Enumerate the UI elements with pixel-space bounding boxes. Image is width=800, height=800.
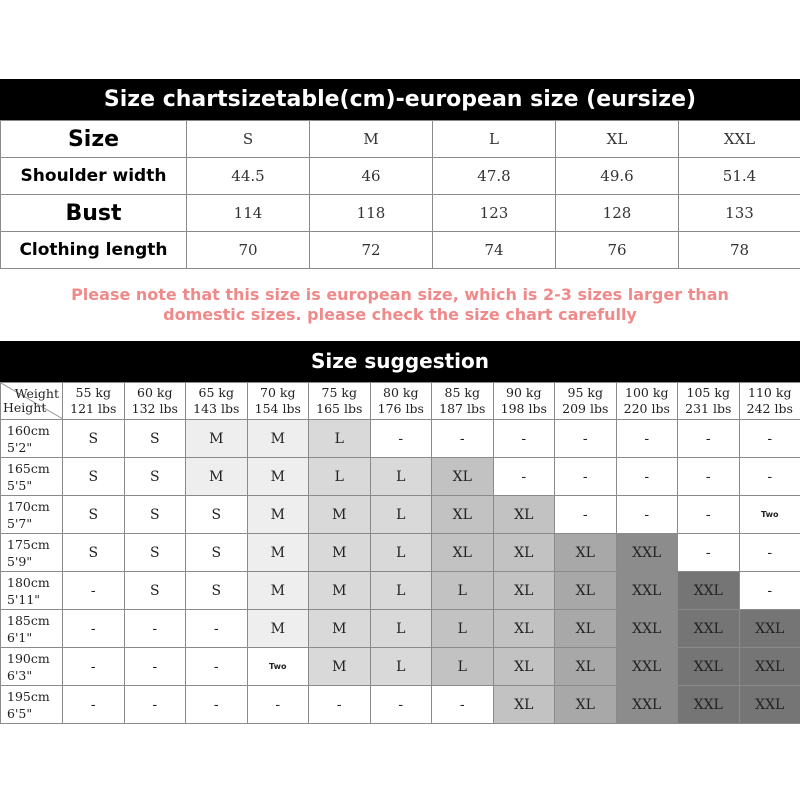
weight-lbs: 154 lbs <box>254 401 301 416</box>
size-cell: - <box>247 686 309 724</box>
height-ft: 5'9" <box>7 553 33 569</box>
size-cell: - <box>493 420 555 458</box>
size-cell: XL <box>432 534 494 572</box>
size-cell: - <box>63 648 125 686</box>
weight-header <box>678 383 740 420</box>
size-header-l: L <box>433 121 556 158</box>
table-cell: 51.4 <box>679 158 800 195</box>
size-header-label: Size <box>1 121 187 158</box>
size-cell: - <box>616 496 678 534</box>
size-cell: XL <box>493 610 555 648</box>
weight-lbs: 132 lbs <box>131 401 178 416</box>
size-cell: XXL <box>739 648 800 686</box>
size-cell: XL <box>493 686 555 724</box>
size-cell: - <box>678 496 740 534</box>
size-cell: - <box>616 420 678 458</box>
size-cell: S <box>124 458 186 496</box>
size-cell: - <box>63 686 125 724</box>
height-cm: 190cm <box>7 650 50 666</box>
size-cell: XL <box>555 648 617 686</box>
size-cell: XXL <box>616 534 678 572</box>
weight-kg: 60 kg <box>137 385 173 400</box>
size-cell: Two <box>739 496 800 534</box>
size-cell: XXL <box>678 572 740 610</box>
size-cell: - <box>124 686 186 724</box>
height-cm: 185cm <box>7 612 50 628</box>
size-cell: S <box>63 496 125 534</box>
size-cell: XXL <box>616 610 678 648</box>
table-cell: 76 <box>556 232 679 269</box>
height-cm: 165cm <box>7 460 50 476</box>
size-cell: S <box>186 534 248 572</box>
size-cell: XXL <box>739 686 800 724</box>
size-header-m: M <box>310 121 433 158</box>
weight-lbs: 209 lbs <box>562 401 609 416</box>
height-label <box>1 420 63 458</box>
weight-lbs: 231 lbs <box>685 401 732 416</box>
size-cell: M <box>186 420 248 458</box>
bust-row <box>1 195 800 232</box>
table-row <box>1 458 800 496</box>
size-header-xl: XL <box>556 121 679 158</box>
size-cell: - <box>309 686 371 724</box>
size-cell: - <box>186 610 248 648</box>
table-cell: 123 <box>433 195 556 232</box>
height-cm: 195cm <box>7 688 50 704</box>
weight-header <box>739 383 800 420</box>
weight-height-corner <box>1 383 63 420</box>
shoulder-width-label: Shoulder width <box>1 158 187 195</box>
size-cell: S <box>186 496 248 534</box>
bust-label: Bust <box>1 195 187 232</box>
weight-header <box>63 383 125 420</box>
size-cell: XXL <box>678 648 740 686</box>
table-row <box>1 648 800 686</box>
size-cell: XL <box>555 686 617 724</box>
size-cell: - <box>555 496 617 534</box>
size-header-row <box>1 121 800 158</box>
weight-kg: 105 kg <box>686 385 730 400</box>
table-cell: 118 <box>310 195 433 232</box>
size-cell: S <box>63 534 125 572</box>
size-cell: XL <box>493 648 555 686</box>
size-cell: - <box>370 420 432 458</box>
size-cell: M <box>309 572 371 610</box>
note-line-2: domestic sizes. please check the size chart carefully <box>163 305 637 324</box>
size-cell: XL <box>432 496 494 534</box>
height-cm: 180cm <box>7 574 50 590</box>
table-cell: 44.5 <box>187 158 310 195</box>
size-cell: XL <box>555 610 617 648</box>
weight-kg: 100 kg <box>625 385 669 400</box>
size-cell: - <box>616 458 678 496</box>
table-row <box>1 496 800 534</box>
size-cell: S <box>124 572 186 610</box>
table-cell: 46 <box>310 158 433 195</box>
size-cell: XXL <box>616 686 678 724</box>
size-cell: XL <box>555 534 617 572</box>
height-label <box>1 496 63 534</box>
weight-header <box>370 383 432 420</box>
size-cell: L <box>370 610 432 648</box>
height-label <box>1 572 63 610</box>
shoulder-width-row <box>1 158 800 195</box>
weight-kg: 55 kg <box>75 385 111 400</box>
table-cell: 74 <box>433 232 556 269</box>
table-cell: 128 <box>556 195 679 232</box>
weight-header <box>555 383 617 420</box>
size-cell: L <box>432 572 494 610</box>
size-cell: S <box>124 534 186 572</box>
size-cell: XL <box>493 534 555 572</box>
size-cell: - <box>186 686 248 724</box>
size-cell: - <box>124 610 186 648</box>
height-label <box>1 534 63 572</box>
size-cell: XL <box>493 496 555 534</box>
corner-weight-label: Weight <box>14 386 59 401</box>
table-cell: 114 <box>187 195 310 232</box>
size-chart <box>0 79 800 724</box>
table-cell: 133 <box>679 195 800 232</box>
table-row <box>1 572 800 610</box>
height-cm: 175cm <box>7 536 50 552</box>
size-cell: - <box>678 458 740 496</box>
size-cell: M <box>247 572 309 610</box>
table-cell: 70 <box>187 232 310 269</box>
size-suggestion-table <box>0 382 800 724</box>
weight-header <box>309 383 371 420</box>
size-cell: L <box>309 458 371 496</box>
size-cell: XL <box>493 572 555 610</box>
size-cell: - <box>370 686 432 724</box>
weight-header <box>432 383 494 420</box>
chart-title: Size chartsizetable(cm)-european size (eursize) <box>0 79 800 120</box>
weight-lbs: 242 lbs <box>746 401 793 416</box>
size-cell: L <box>370 572 432 610</box>
height-ft: 6'1" <box>7 629 33 645</box>
weight-lbs: 165 lbs <box>316 401 363 416</box>
height-ft: 5'5" <box>7 477 33 493</box>
note-line-1: Please note that this size is european size, which is 2-3 sizes larger than <box>71 285 729 304</box>
size-cell: M <box>309 534 371 572</box>
table-row <box>1 610 800 648</box>
weight-lbs: 121 lbs <box>70 401 117 416</box>
clothing-length-label: Clothing length <box>1 232 187 269</box>
size-cell: - <box>63 572 125 610</box>
size-cell: Two <box>247 648 309 686</box>
size-cell: L <box>370 496 432 534</box>
height-ft: 5'7" <box>7 515 33 531</box>
weight-header-row <box>1 383 800 420</box>
size-cell: XXL <box>739 610 800 648</box>
size-cell: L <box>432 648 494 686</box>
table-cell: 72 <box>310 232 433 269</box>
height-label <box>1 648 63 686</box>
table-row <box>1 534 800 572</box>
size-cell: M <box>247 534 309 572</box>
table-cell: 78 <box>679 232 800 269</box>
height-cm: 160cm <box>7 422 50 438</box>
size-cell: - <box>124 648 186 686</box>
size-cell: M <box>247 420 309 458</box>
weight-kg: 90 kg <box>506 385 542 400</box>
weight-kg: 80 kg <box>383 385 419 400</box>
height-label <box>1 686 63 724</box>
table-row <box>1 420 800 458</box>
size-cell: - <box>555 458 617 496</box>
weight-lbs: 220 lbs <box>623 401 670 416</box>
weight-header <box>493 383 555 420</box>
size-cell: S <box>186 572 248 610</box>
size-table <box>0 120 800 269</box>
size-cell: - <box>63 610 125 648</box>
size-cell: L <box>370 458 432 496</box>
weight-header <box>247 383 309 420</box>
weight-lbs: 176 lbs <box>377 401 424 416</box>
weight-kg: 85 kg <box>444 385 480 400</box>
height-label <box>1 458 63 496</box>
weight-lbs: 198 lbs <box>500 401 547 416</box>
size-cell: - <box>432 686 494 724</box>
weight-header <box>186 383 248 420</box>
weight-kg: 70 kg <box>260 385 296 400</box>
size-cell: - <box>678 420 740 458</box>
table-cell: 49.6 <box>556 158 679 195</box>
size-cell: XXL <box>678 686 740 724</box>
size-cell: XXL <box>678 610 740 648</box>
table-row <box>1 686 800 724</box>
weight-kg: 65 kg <box>198 385 234 400</box>
size-cell: M <box>247 458 309 496</box>
weight-kg: 110 kg <box>748 385 792 400</box>
size-header-xxl: XXL <box>679 121 800 158</box>
weight-lbs: 187 lbs <box>439 401 486 416</box>
size-cell: - <box>739 420 800 458</box>
size-cell: XL <box>555 572 617 610</box>
size-cell: S <box>63 420 125 458</box>
weight-header <box>124 383 186 420</box>
size-cell: M <box>309 610 371 648</box>
size-cell: M <box>247 610 309 648</box>
european-size-note <box>0 269 800 341</box>
size-cell: XL <box>432 458 494 496</box>
size-cell: - <box>493 458 555 496</box>
size-cell: S <box>124 420 186 458</box>
size-cell: - <box>678 534 740 572</box>
size-header-s: S <box>187 121 310 158</box>
height-cm: 170cm <box>7 498 50 514</box>
size-cell: XXL <box>616 572 678 610</box>
size-cell: L <box>370 648 432 686</box>
size-cell: - <box>432 420 494 458</box>
size-cell: - <box>186 648 248 686</box>
size-cell: S <box>63 458 125 496</box>
size-cell: - <box>739 458 800 496</box>
size-cell: L <box>309 420 371 458</box>
height-ft: 5'2" <box>7 439 33 455</box>
size-cell: M <box>247 496 309 534</box>
size-cell: - <box>739 572 800 610</box>
height-ft: 5'11" <box>7 591 41 607</box>
height-label <box>1 610 63 648</box>
clothing-length-row <box>1 232 800 269</box>
size-cell: M <box>309 496 371 534</box>
weight-kg: 75 kg <box>321 385 357 400</box>
height-ft: 6'3" <box>7 667 33 683</box>
corner-height-label: Height <box>3 400 47 415</box>
weight-header <box>616 383 678 420</box>
height-ft: 6'5" <box>7 705 33 721</box>
size-cell: M <box>309 648 371 686</box>
size-cell: L <box>370 534 432 572</box>
size-cell: S <box>124 496 186 534</box>
size-cell: M <box>186 458 248 496</box>
suggestion-title: Size suggestion <box>0 341 800 382</box>
size-cell: XXL <box>616 648 678 686</box>
weight-kg: 95 kg <box>567 385 603 400</box>
table-cell: 47.8 <box>433 158 556 195</box>
size-cell: - <box>555 420 617 458</box>
weight-lbs: 143 lbs <box>193 401 240 416</box>
size-cell: - <box>739 534 800 572</box>
size-cell: L <box>432 610 494 648</box>
